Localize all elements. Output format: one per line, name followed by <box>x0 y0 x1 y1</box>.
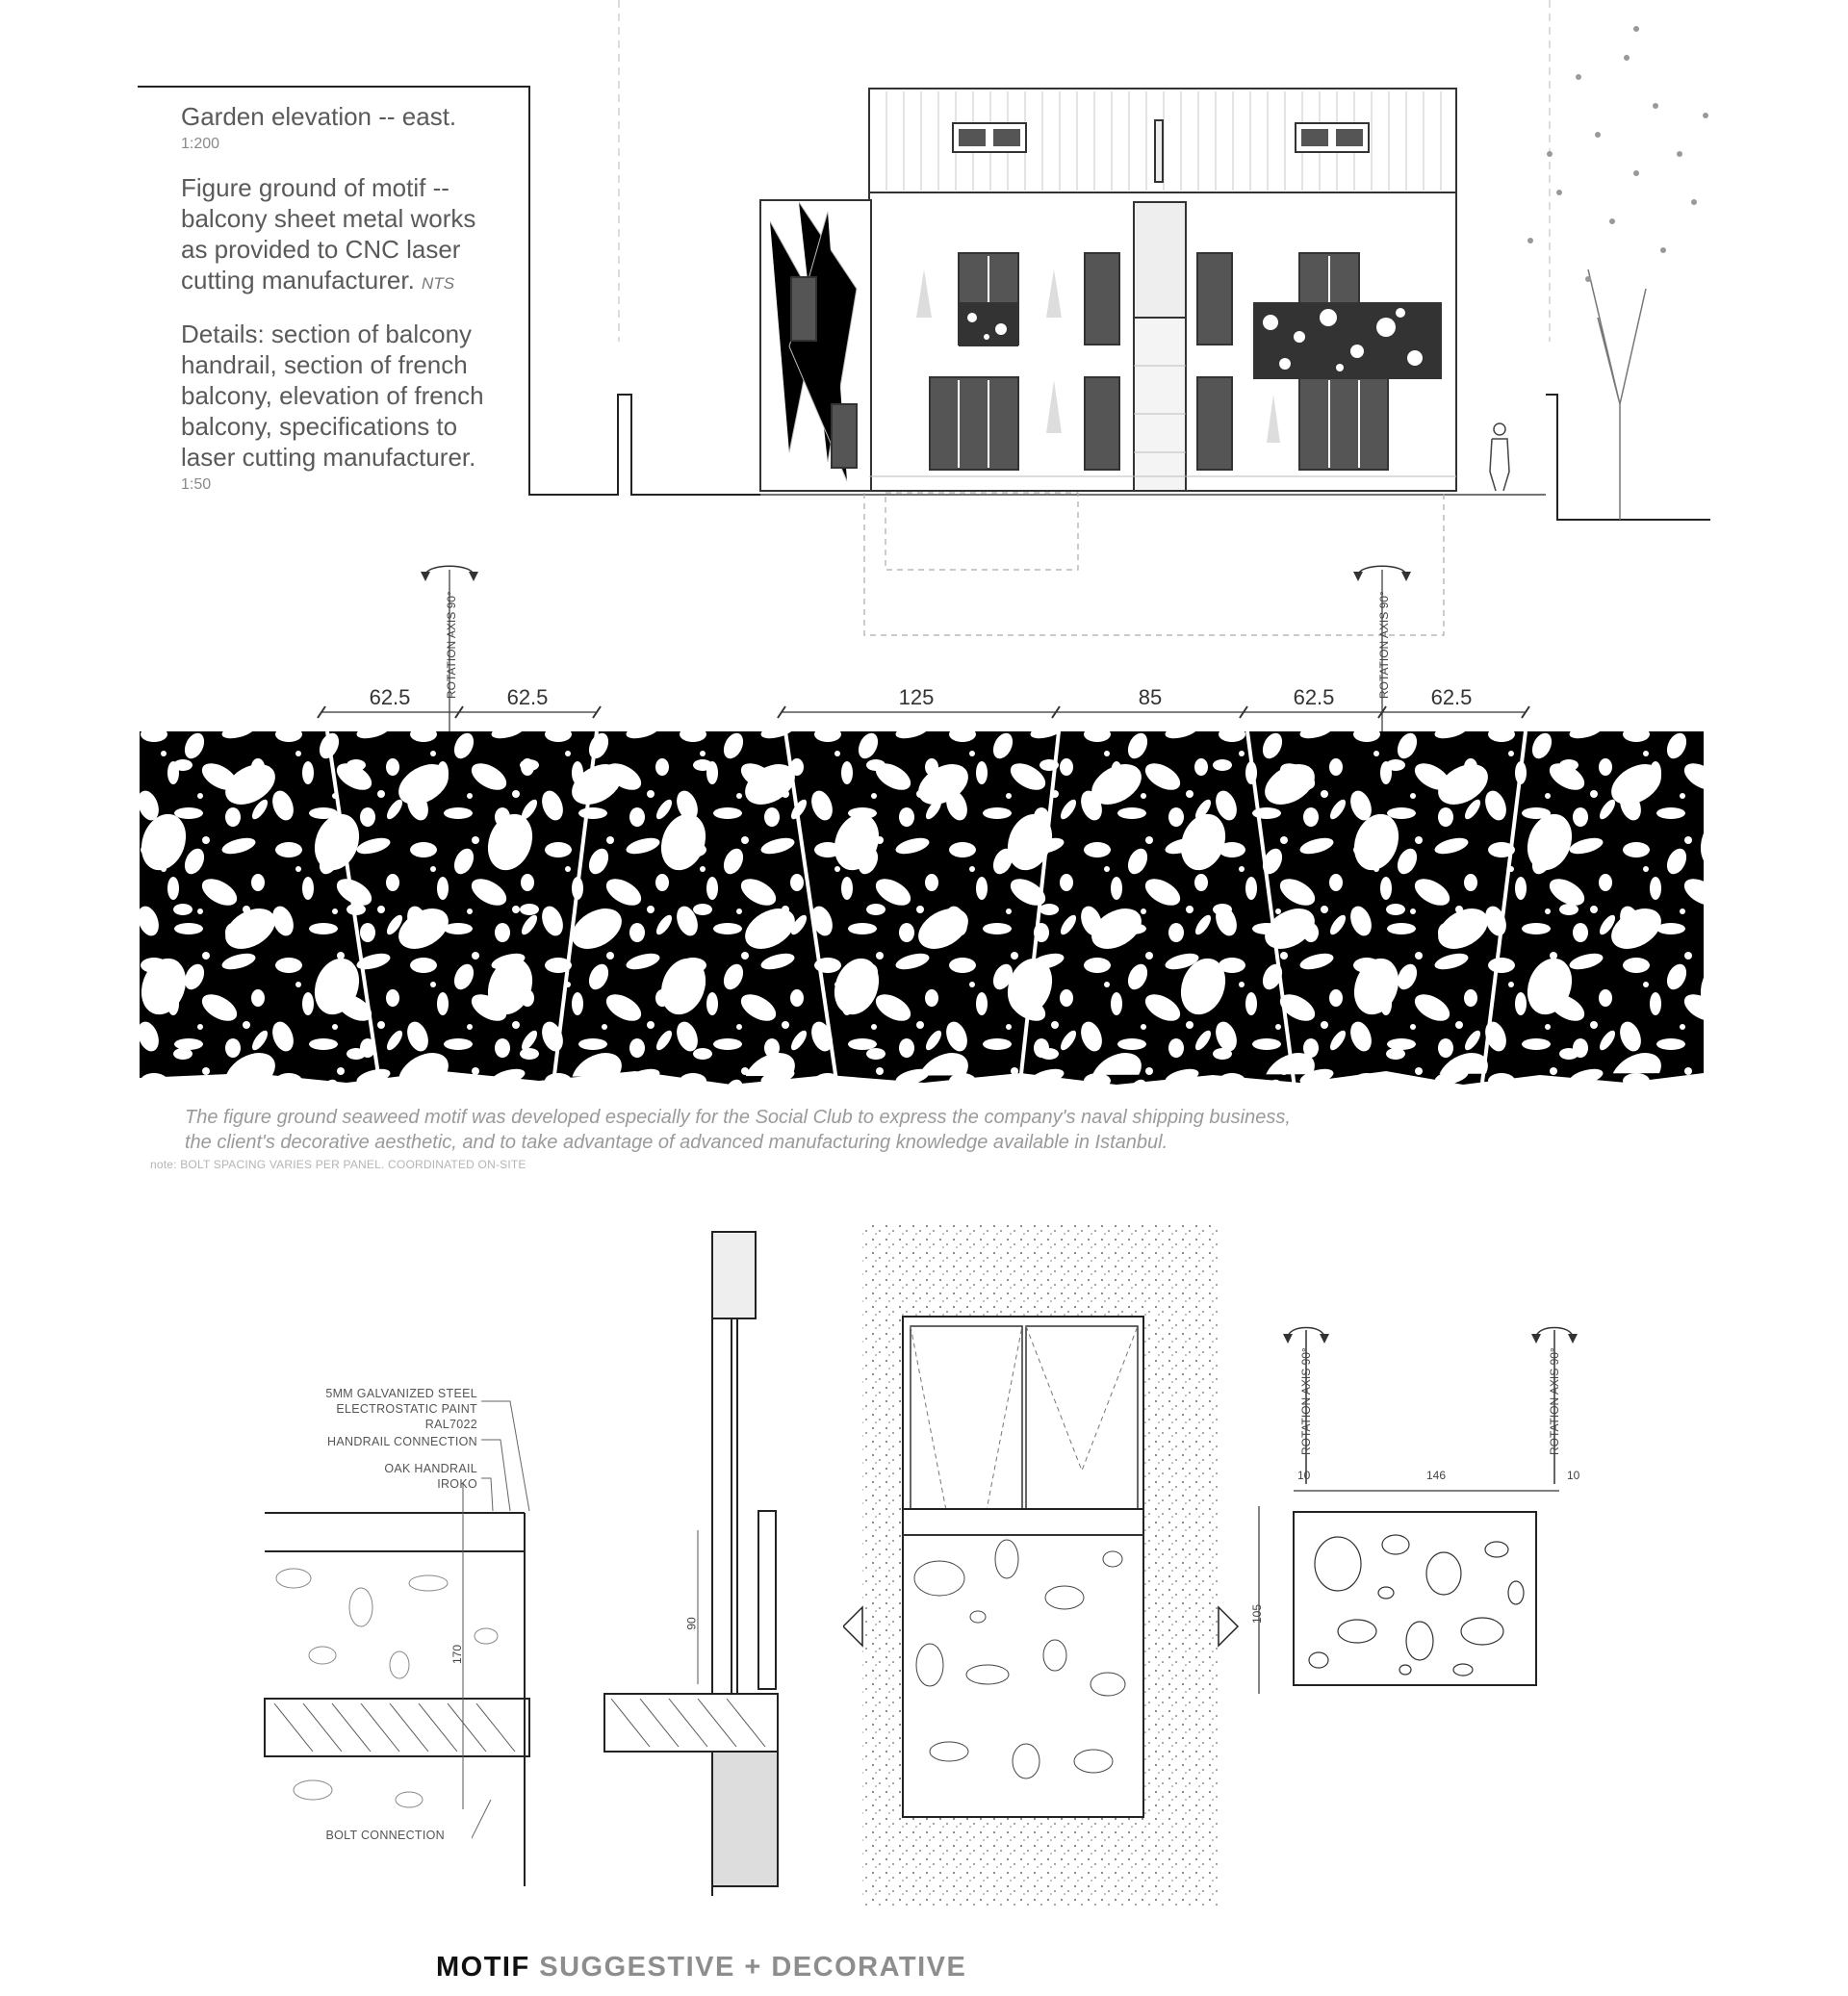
details-line4: balcony, specifications to <box>181 412 458 441</box>
caption-line1: The figure ground seaweed motif was developed especially for the Social Club to express the company's naval shipping business, <box>185 1107 1291 1128</box>
dim-90: 90 <box>684 1617 699 1630</box>
motif-title-line1: Figure ground of motif -- <box>181 173 449 202</box>
motif-caption <box>185 1105 1436 1155</box>
details-line1: Details: section of balcony <box>181 320 473 348</box>
panel-spec-drawing <box>1251 1477 1559 1708</box>
elevation-scale: 1:200 <box>181 136 220 152</box>
label-steel-1: 5MM GALVANIZED STEEL <box>325 1387 477 1400</box>
spec-rotation-label-right <box>1548 1347 1561 1455</box>
panel-spec-rotation-markers <box>1269 1320 1596 1484</box>
label-steel-3: RAL7022 <box>424 1418 477 1431</box>
details-scale: 1:50 <box>181 476 212 493</box>
label-oak-2: IROKO <box>437 1477 477 1491</box>
label-oak-1: OAK HANDRAIL <box>384 1462 477 1475</box>
french-balcony-elevation <box>843 1222 1247 1906</box>
elevation-title: Garden elevation -- east. <box>181 102 457 131</box>
sheet-title-bold: MOTIF <box>436 1952 530 1983</box>
panel-dim-2: 62.5 <box>506 685 549 709</box>
spec-dim-right: 10 <box>1567 1469 1580 1482</box>
panel-dim-4: 85 <box>1138 685 1163 709</box>
spec-dim-left: 10 <box>1297 1469 1311 1482</box>
seaweed-motif-panel <box>0 717 1848 1102</box>
rotation-axis-text: ROTATION AXIS <box>445 611 458 699</box>
rotation-axis-text: ROTATION AXIS <box>1377 611 1391 699</box>
motif-title-line3: as provided to CNC laser <box>181 235 461 264</box>
rotation-angle: 90° <box>1377 591 1391 609</box>
dim-170: 170 <box>450 1644 465 1665</box>
panel-dim-5: 62.5 <box>1293 685 1335 709</box>
french-balcony-section <box>597 1222 808 1896</box>
sheet-title <box>436 1952 966 1983</box>
details-line5: laser cutting manufacturer. <box>181 443 476 472</box>
panel-dim-6: 62.5 <box>1430 685 1473 709</box>
panel-dim-1: 62.5 <box>369 685 411 709</box>
label-bolt-connection: BOLT CONNECTION <box>325 1829 445 1842</box>
label-oak <box>221 1461 477 1492</box>
bolt-spacing-note: note: BOLT SPACING VARIES PER PANEL. COORDINATED ON-SITE <box>150 1158 526 1171</box>
rotation-axis-label-left <box>445 591 458 699</box>
spec-dim-height: 105 <box>1250 1603 1265 1625</box>
rotation-angle: 90° <box>1299 1347 1313 1366</box>
rotation-axis-label-right <box>1377 591 1391 699</box>
label-steel <box>221 1386 477 1432</box>
rotation-axis-text: ROTATION AXIS <box>1548 1368 1561 1455</box>
spec-rotation-label-left <box>1299 1347 1313 1455</box>
sheet-title-rest: SUGGESTIVE + DECORATIVE <box>539 1952 967 1983</box>
motif-scale: NTS <box>422 274 455 293</box>
motif-title-line2: balcony sheet metal works <box>181 204 476 233</box>
rotation-axis-text: ROTATION AXIS <box>1299 1368 1313 1455</box>
label-handrail-connection: HANDRAIL CONNECTION <box>327 1435 477 1448</box>
garden-elevation-drawing <box>0 0 1848 674</box>
details-line3: balcony, elevation of french <box>181 381 484 410</box>
panel-dim-3: 125 <box>898 685 935 709</box>
caption-line2: the client's decorative aesthetic, and to take advantage of advanced manufacturing knowledge available in Istanbul. <box>185 1132 1168 1153</box>
rotation-angle: 90° <box>1548 1347 1561 1366</box>
motif-title-text: cutting manufacturer. <box>181 266 415 294</box>
section-leader-lines <box>472 1395 568 1877</box>
rotation-angle: 90° <box>445 591 458 609</box>
label-steel-2: ELECTROSTATIC PAINT <box>336 1402 477 1416</box>
spec-dim-middle: 146 <box>1426 1469 1447 1482</box>
details-line2: handrail, section of french <box>181 350 468 379</box>
